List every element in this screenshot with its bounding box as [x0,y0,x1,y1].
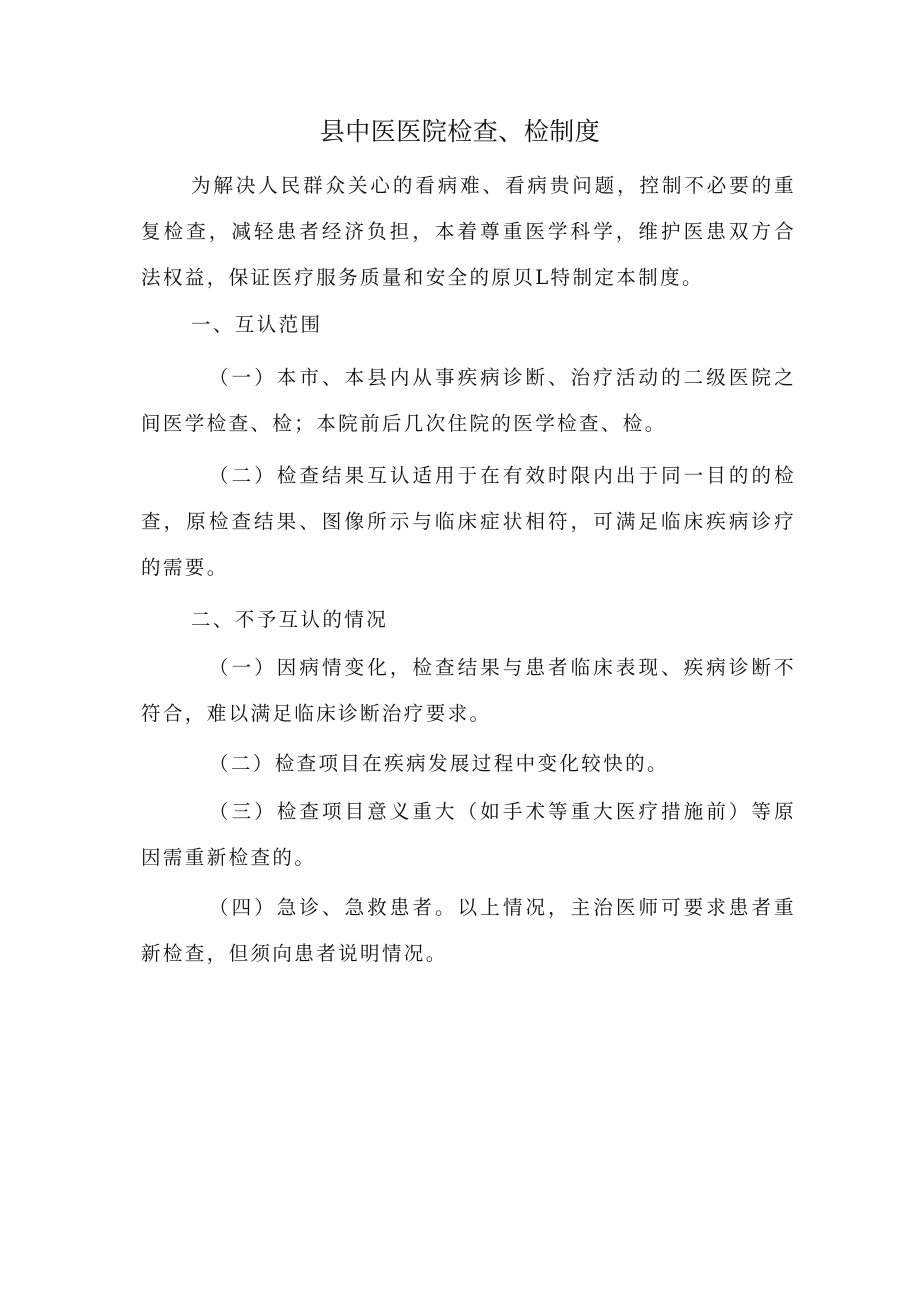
section1-item-2: （二）检查结果互认适用于在有效时限内出于同一目的的检查，原检查结果、图像所示与临床症状相符，可满足临床疾病诊疗的需要。 [141,464,796,579]
section2-item-4: （四）急诊、急救患者。以上情况，主治医师可要求患者重新检查，但须向患者说明情况。 [141,896,796,965]
section2-item-2: （二）检查项目在疾病发展过程中变化较快的。 [209,752,669,775]
section1-heading: 一、互认范围 [191,313,323,336]
intro-paragraph: 为解决人民群众关心的看病难、看病贵问题，控制不必要的重复检查，减轻患者经济负担，本着尊重医学科学，维护医患双方合法权益，保证医疗服务质量和安全的原贝L特制定本制度。 [141,174,796,289]
document-title: 县中医医院检查、检制度 [319,117,601,146]
section2-heading: 二、不予互认的情况 [191,608,389,631]
section2-item-3: （三）检查项目意义重大（如手术等重大医疗措施前）等原因需重新检查的。 [141,800,796,869]
section1-item-1: （一）本市、本县内从事疾病诊断、治疗活动的二级医院之间医学检查、检；本院前后几次住院的医学检查、检。 [141,366,796,435]
section2-item-1: （一）因病情变化，检查结果与患者临床表现、疾病诊断不符合，难以满足临床诊断治疗要求。 [141,656,796,725]
